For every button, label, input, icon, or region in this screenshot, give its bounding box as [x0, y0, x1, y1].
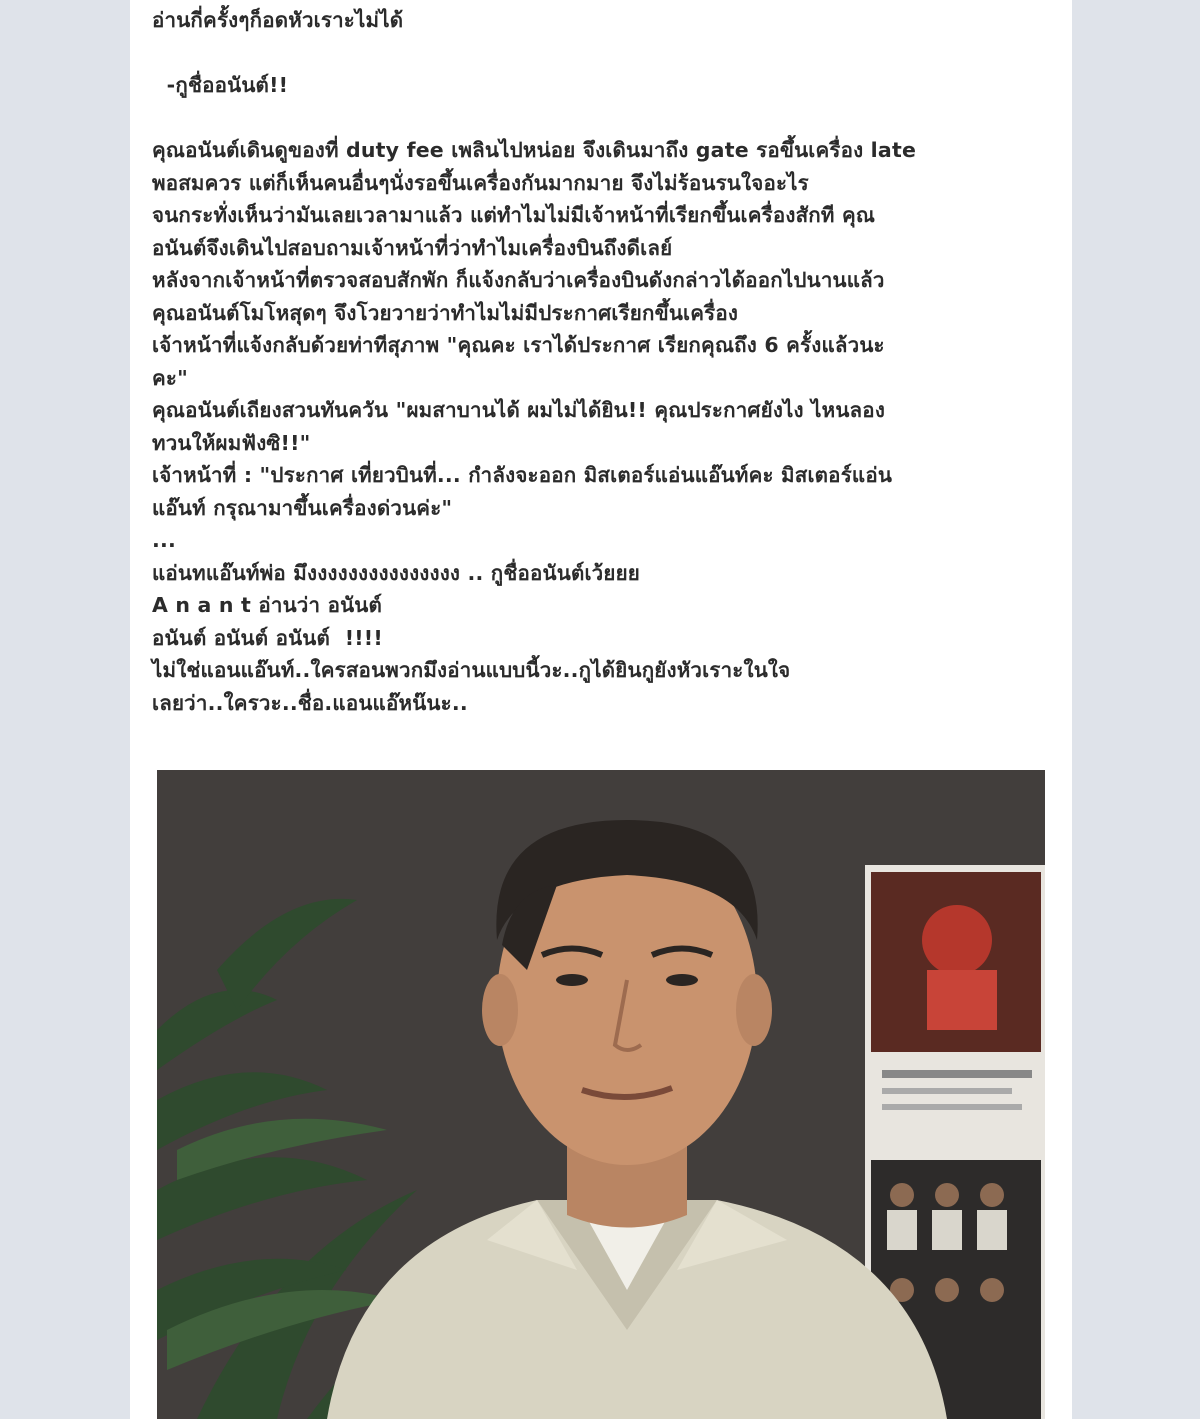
post-line: คุณอนันต์เดินดูของที่ duty fee เพลินไปหน่อย จึงเดินมาถึง gate รอขึ้นเครื่อง late: [152, 138, 917, 162]
post-card: [130, 0, 1072, 1419]
post-line: ไม่ใช่แอนแอ๊นท์..ใครสอนพวกมึงอ่านแบบนี้วะ..กูได้ยินกูยังหัวเราะในใจ: [152, 658, 791, 682]
post-line: คุณอนันต์เถียงสวนทันควัน "ผมสาบานได้ ผมไม่ได้ยิน!! คุณประกาศยังไง ไหนลอง: [152, 398, 886, 422]
post-photo[interactable]: [157, 770, 1045, 1419]
post-line: อ่านกี่ครั้งๆก็อดหัวเราะไม่ได้: [152, 8, 404, 32]
post-line-blank: [152, 37, 1042, 70]
post-line-blank: [152, 102, 1042, 135]
post-line: อนันต์จึงเดินไปสอบถามเจ้าหน้าที่ว่าทำไมเครื่องบินถึงดีเลย์: [152, 235, 673, 260]
post-line: A n a n t อ่านว่า อนันต์: [152, 593, 383, 617]
post-line: เลยว่า..ใครวะ..ชื่อ.แอนแอ๊หน๊นะ..: [152, 690, 468, 715]
post-line: เจ้าหน้าที่ : "ประกาศ เที่ยวบินที่... กำลังจะออก มิสเตอร์แอ่นแอ๊นท์คะ มิสเตอร์แอ่น: [152, 463, 893, 487]
post-line: แอ่นทแอ๊นท์พ่อ มึงงงงงงงงงงงงงงง .. กูชื่ออนันต์เว้ยยย: [152, 560, 641, 585]
post-line: ...: [152, 528, 176, 552]
page-background-left: [0, 0, 130, 1419]
post-line: -กูชื่ออนันต์!!: [152, 73, 289, 97]
page-background-right: [1072, 0, 1200, 1419]
post-text: [152, 4, 1042, 719]
post-line: จนกระทั่งเห็นว่ามันเลยเวลามาแล้ว แต่ทำไมไม่มีเจ้าหน้าที่เรียกขึ้นเครื่องสักที คุณ: [152, 203, 876, 227]
post-line: พอสมควร แต่ก็เห็นคนอื่นๆนั่งรอขึ้นเครื่องกันมากมาย จึงไม่ร้อนรนใจอะไร: [152, 170, 809, 195]
post-line: อนันต์ อนันต์ อนันต์ !!!!: [152, 625, 383, 650]
post-line: คุณอนันต์โมโหสุดๆ จึงโวยวายว่าทำไมไม่มีประกาศเรียกขึ้นเครื่อง: [152, 300, 739, 325]
post-line: หลังจากเจ้าหน้าที่ตรวจสอบสักพัก ก็แจ้งกลับว่าเครื่องบินดังกล่าวได้ออกไปนานแล้ว: [152, 268, 885, 292]
person-portrait-photo-icon: [157, 770, 1045, 1419]
post-line: แอ๊นท์ กรุณามาขึ้นเครื่องด่วนค่ะ": [152, 495, 453, 520]
post-line: คะ": [152, 365, 189, 390]
post-line: ทวนให้ผมฟังซิ!!": [152, 430, 311, 455]
post-line: เจ้าหน้าที่แจ้งกลับด้วยท่าทีสุภาพ "คุณคะ เราได้ประกาศ เรียกคุณถึง 6 ครั้งแล้วนะ: [152, 333, 885, 357]
